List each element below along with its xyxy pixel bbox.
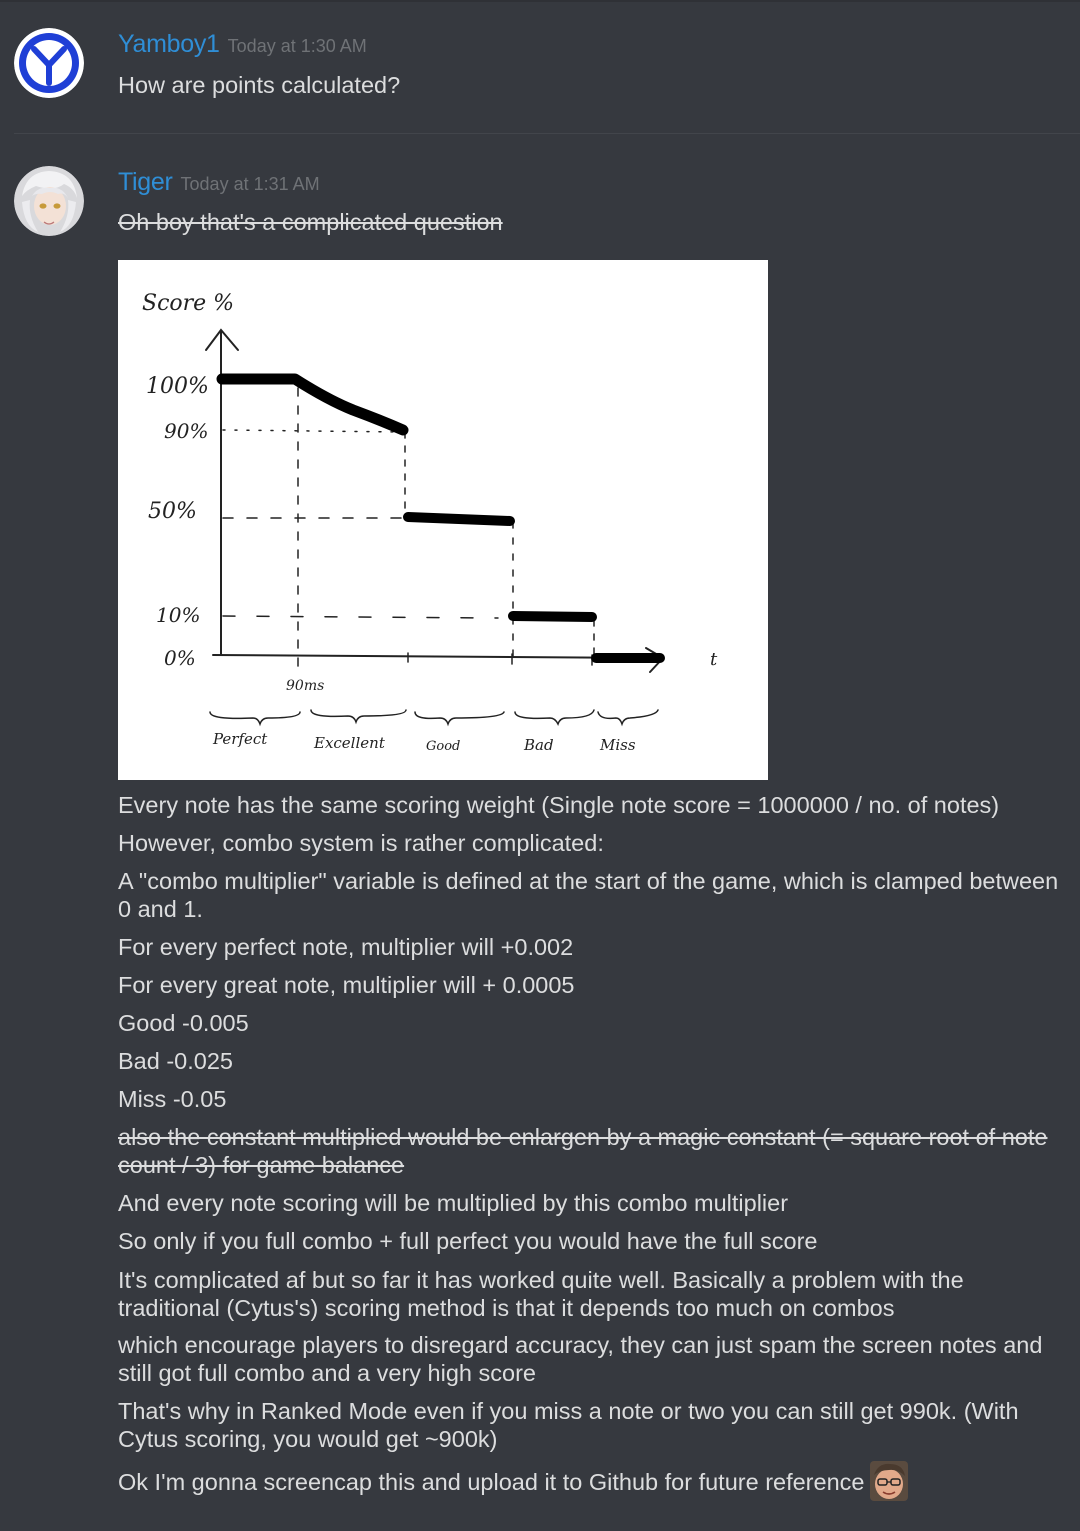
guide-line (223, 616, 498, 618)
y-tick-label: 0% (164, 646, 196, 670)
message-text: which encourage players to disregard accuracy, they can just spam the screen notes and still got full combo and a very high score (118, 1332, 1043, 1386)
yamboy-logo-icon (14, 28, 84, 98)
message-text: How are points calculated? (118, 72, 401, 98)
category-label: Good (426, 739, 461, 754)
message-header (118, 168, 320, 197)
guide-line (223, 430, 403, 432)
timestamp: Today at 1:30 AM (227, 36, 367, 56)
message-text: For every great note, multiplier will + 0.0005 (118, 972, 575, 998)
image-attachment[interactable] (118, 260, 768, 780)
message-text: However, combo system is rather complicated: (118, 830, 604, 856)
y-axis-title: Score % (142, 291, 235, 316)
y-tick-label: 90% (164, 419, 209, 443)
message-text: Bad -0.025 (118, 1048, 233, 1074)
message-text: For every perfect note, multiplier will +0.002 (118, 934, 574, 960)
username[interactable]: Yamboy1 (118, 30, 220, 58)
score-curve (222, 379, 660, 658)
category-label: Excellent (314, 734, 385, 752)
top-divider (0, 0, 1080, 2)
message-text: Every note has the same scoring weight (Single note score = 1000000 / no. of notes) (118, 792, 1000, 818)
message-text: That's why in Ranked Mode even if you miss a note or two you can still get 990k. (With Cytus scoring, you would get ~900k) (118, 1398, 1019, 1452)
category-braces (210, 710, 658, 724)
custom-face-emoji-icon[interactable] (870, 1461, 908, 1501)
message-text: Good -0.005 (118, 1010, 249, 1036)
y-tick-label: 100% (146, 374, 209, 399)
message-text: Miss -0.05 (118, 1086, 227, 1112)
timestamp: Today at 1:31 AM (180, 174, 320, 194)
struck-message-text: Oh boy that's a complicated question (118, 209, 503, 235)
avatar[interactable] (14, 28, 84, 98)
category-label: Miss (600, 736, 636, 754)
struck-message-text: also the constant multiplied would be enlargen by a magic constant (= square root of note count / 3) for game balance (118, 1124, 1048, 1178)
avatar[interactable] (14, 166, 84, 236)
x-axis-title: t (710, 649, 718, 670)
category-label: Bad (524, 736, 554, 754)
category-label: Perfect (213, 730, 268, 748)
message-text-with-emoji (118, 1464, 1068, 1504)
message-text: Ok I'm gonna screencap this and upload it to Github for future reference (118, 1469, 865, 1496)
message-text: So only if you full combo + full perfect you would have the full score (118, 1228, 818, 1254)
message-header (118, 30, 367, 59)
message-text: And every note scoring will be multiplied by this combo multiplier (118, 1190, 789, 1216)
x-tick-label: 90ms (286, 678, 325, 694)
message-text: A "combo multiplier" variable is defined at the start of the game, which is clamped between 0 and 1. (118, 868, 1059, 922)
message-text: It's complicated af but so far it has worked quite well. Basically a problem with the traditional (Cytus's) scoring method is that it depends too much on combos (118, 1267, 964, 1321)
y-tick-label: 10% (156, 603, 201, 627)
message-divider (14, 133, 1080, 134)
anime-character-avatar-icon (14, 166, 84, 236)
score-sketch-image (118, 260, 768, 780)
y-tick-label: 50% (148, 499, 197, 524)
username[interactable]: Tiger (118, 168, 173, 196)
